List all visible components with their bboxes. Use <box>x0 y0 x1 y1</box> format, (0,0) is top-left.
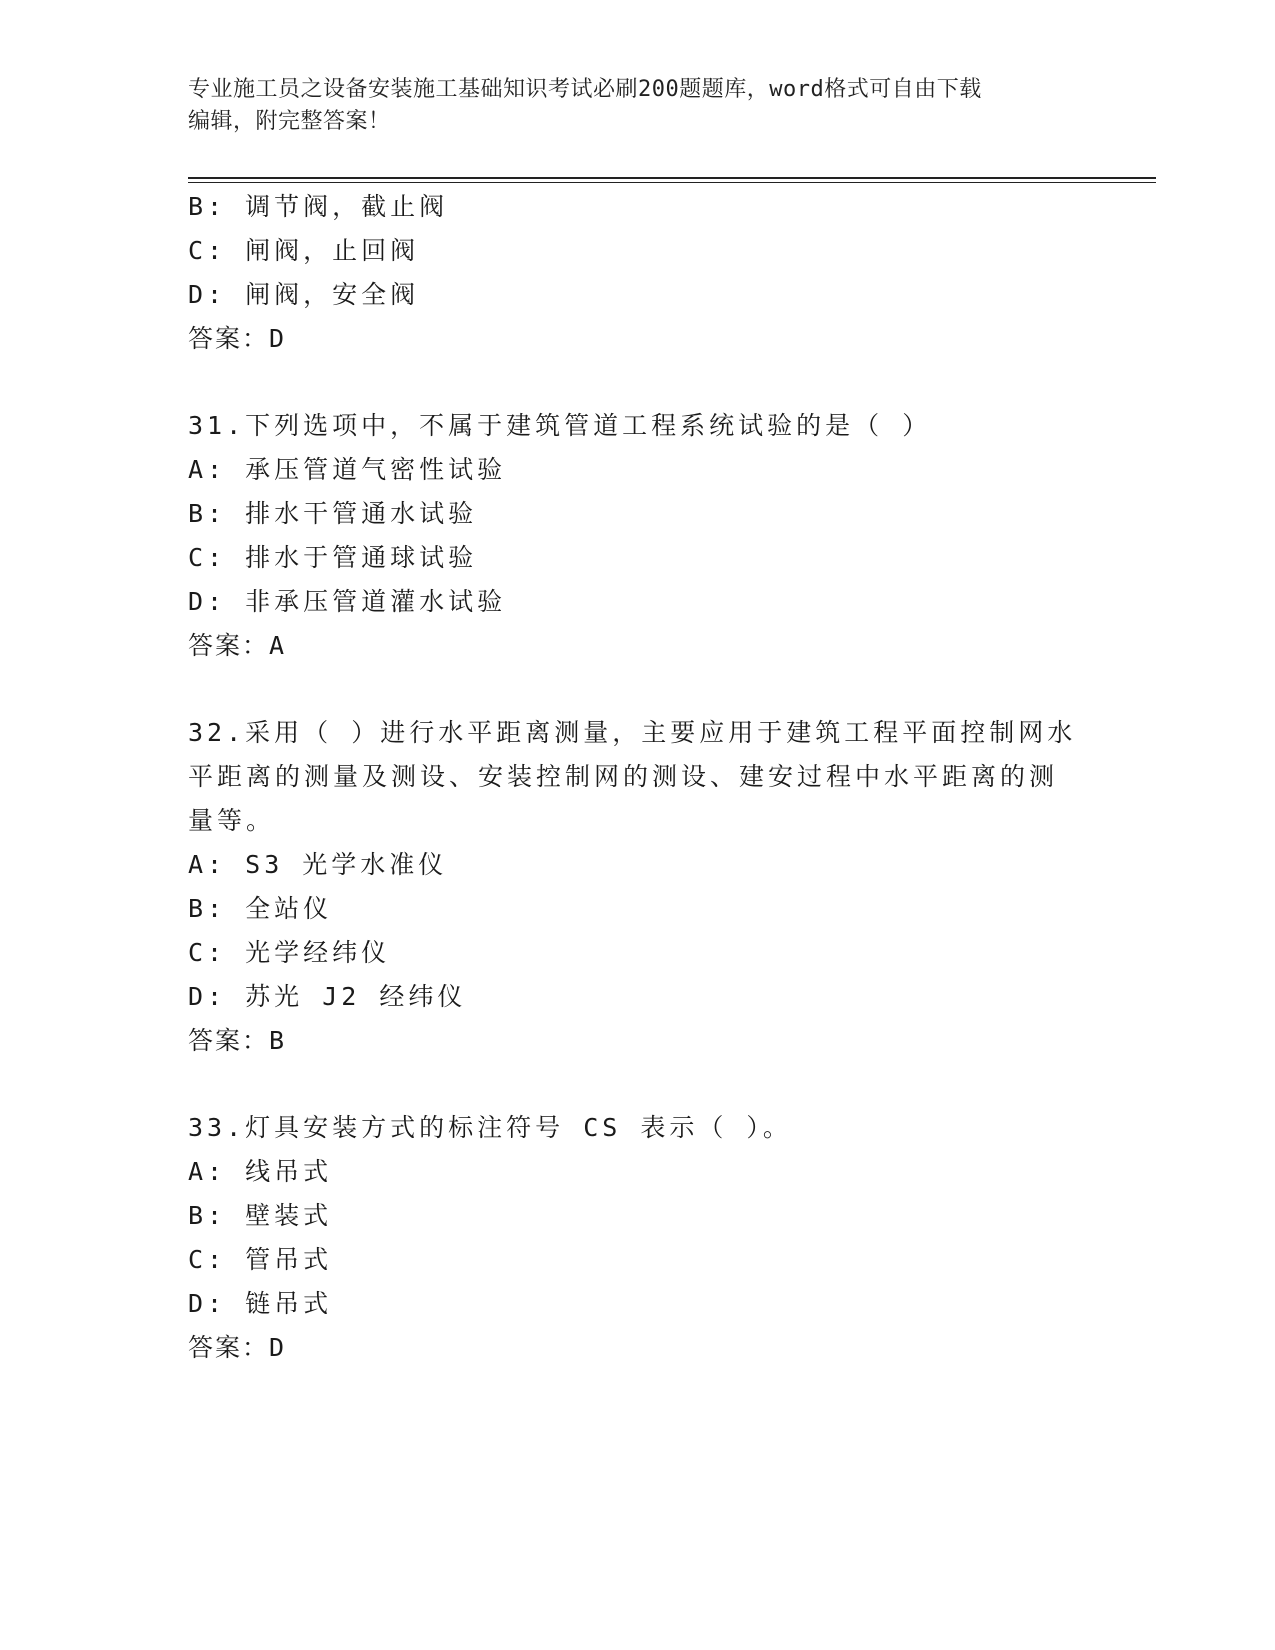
header-divider-thick <box>188 177 1156 179</box>
q31-stem: 31.下列选项中，不属于建筑管道工程系统试验的是（ ） <box>188 411 932 440</box>
q32-stem-line-2: 平距离的测量及测设、安装控制网的测设、建安过程中水平距离的测 <box>188 762 1059 791</box>
q33-option-b: B: 壁装式 <box>188 1201 333 1230</box>
q33-option-a: A: 线吊式 <box>188 1157 333 1186</box>
header-divider-thin <box>188 182 1156 183</box>
q32-option-c: C: 光学经纬仪 <box>188 938 391 967</box>
q30-option-c: C: 闸阀，止回阀 <box>188 236 420 265</box>
answer-label: 答案： <box>188 631 270 660</box>
q33-option-c: C: 管吊式 <box>188 1245 333 1274</box>
q30-answer <box>188 324 285 354</box>
q32-option-b: B: 全站仪 <box>188 894 333 923</box>
q32-option-a: A: S3 光学水准仪 <box>188 850 448 879</box>
answer-label: 答案： <box>188 1026 270 1055</box>
q32-stem-line-3: 量等。 <box>188 806 276 835</box>
q32-stem-line-1: 32.采用（ ）进行水平距离测量，主要应用于建筑工程平面控制网水 <box>188 718 1077 747</box>
answer-value: D <box>269 1333 286 1362</box>
q31-answer <box>188 631 285 661</box>
q32-option-d: D: 苏光 J2 经纬仪 <box>188 982 467 1011</box>
q31-option-d: D: 非承压管道灌水试验 <box>188 587 507 616</box>
header-line-2: 编辑，附完整答案！ <box>188 109 391 134</box>
q30-option-b: B: 调节阀，截止阀 <box>188 192 449 221</box>
q31-option-a: A: 承压管道气密性试验 <box>188 455 507 484</box>
answer-value: D <box>269 324 286 353</box>
answer-label: 答案： <box>188 324 270 353</box>
document-header <box>188 74 1068 138</box>
answer-value: B <box>269 1026 286 1055</box>
q30-option-d: D: 闸阀，安全阀 <box>188 280 420 309</box>
q33-answer <box>188 1333 285 1363</box>
q33-stem: 33.灯具安装方式的标注符号 CS 表示（ ）。 <box>188 1113 792 1142</box>
q31-option-b: B: 排水干管通水试验 <box>188 499 478 528</box>
q31-option-c: C: 排水于管通球试验 <box>188 543 478 572</box>
q32-answer <box>188 1026 285 1056</box>
header-line-1: 专业施工员之设备安装施工基础知识考试必刷200题题库，word格式可自由下载 <box>188 77 982 102</box>
answer-value: A <box>269 631 286 660</box>
answer-label: 答案： <box>188 1333 270 1362</box>
q33-option-d: D: 链吊式 <box>188 1289 333 1318</box>
